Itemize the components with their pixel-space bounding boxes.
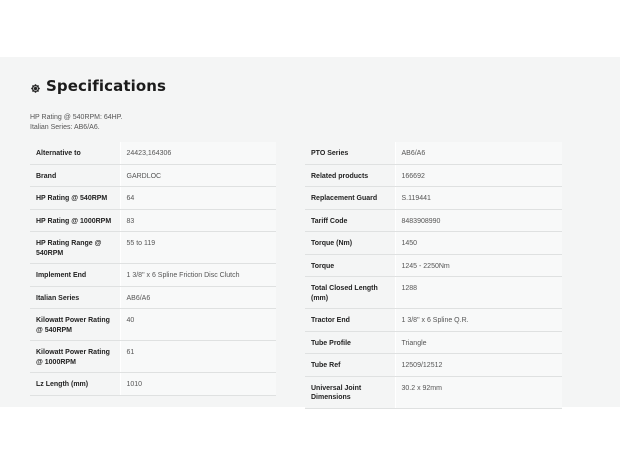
spec-key: Kilowatt Power Rating @ 1000RPM (30, 341, 120, 373)
spec-key: Tariff Code (305, 209, 395, 232)
spec-value: 1 3/8" x 6 Spline Friction Disc Clutch (120, 264, 276, 287)
spec-row (30, 373, 276, 396)
spec-key: Universal Joint Dimensions (305, 376, 395, 408)
spec-key: Torque (305, 254, 395, 277)
spec-value: 40 (120, 309, 276, 341)
gear-icon (30, 81, 41, 92)
spec-row (30, 286, 276, 309)
spec-value: 1288 (395, 277, 562, 309)
spec-table-right (305, 142, 562, 409)
spec-row (305, 187, 562, 210)
spec-value: 61 (120, 341, 276, 373)
spec-value: 1 3/8" x 6 Spline Q.R. (395, 309, 562, 332)
spec-row (305, 309, 562, 332)
spec-value: Triangle (395, 331, 562, 354)
spec-key: Tube Ref (305, 354, 395, 377)
spec-row (305, 164, 562, 187)
spec-value: 24423,164306 (120, 142, 276, 164)
spec-row (305, 232, 562, 255)
spec-table-left (30, 142, 276, 396)
spec-value: 30.2 x 92mm (395, 376, 562, 408)
spec-row (305, 277, 562, 309)
spec-key: Implement End (30, 264, 120, 287)
spec-key: Related products (305, 164, 395, 187)
spec-row (30, 209, 276, 232)
spec-value: 64 (120, 187, 276, 210)
spec-row (305, 254, 562, 277)
spec-key: Brand (30, 164, 120, 187)
spec-key: Kilowatt Power Rating @ 540RPM (30, 309, 120, 341)
spec-row (30, 232, 276, 264)
spec-row (30, 309, 276, 341)
spec-value: 8483908990 (395, 209, 562, 232)
section-heading (30, 77, 166, 95)
spec-key: PTO Series (305, 142, 395, 164)
spec-value: 166692 (395, 164, 562, 187)
spec-row (30, 164, 276, 187)
spec-row (305, 354, 562, 377)
spec-value: S.119441 (395, 187, 562, 210)
spec-value: GARDLOC (120, 164, 276, 187)
spec-value: 1450 (395, 232, 562, 255)
description-line: Italian Series: AB6/A6. (30, 124, 100, 131)
spec-row (305, 376, 562, 408)
spec-row (30, 187, 276, 210)
spec-value: 83 (120, 209, 276, 232)
spec-key: Replacement Guard (305, 187, 395, 210)
spec-key: HP Rating @ 1000RPM (30, 209, 120, 232)
spec-value: 55 to 119 (120, 232, 276, 264)
spec-key: Tube Profile (305, 331, 395, 354)
specifications-panel (0, 57, 620, 407)
spec-key: Total Closed Length (mm) (305, 277, 395, 309)
spec-row (305, 331, 562, 354)
spec-row (305, 209, 562, 232)
spec-key: Torque (Nm) (305, 232, 395, 255)
spec-value: 1245 - 2250Nm (395, 254, 562, 277)
spec-value: AB6/A6 (120, 286, 276, 309)
spec-value: AB6/A6 (395, 142, 562, 164)
description (30, 113, 122, 133)
spec-key: Lz Length (mm) (30, 373, 120, 396)
spec-row (30, 142, 276, 164)
spec-key: Italian Series (30, 286, 120, 309)
spec-key: HP Rating @ 540RPM (30, 187, 120, 210)
spec-key: Tractor End (305, 309, 395, 332)
spec-value: 12509/12512 (395, 354, 562, 377)
spec-row (305, 142, 562, 164)
section-title: Specifications (46, 77, 167, 95)
spec-row (30, 341, 276, 373)
description-line: HP Rating @ 540RPM: 64HP. (30, 114, 123, 121)
spec-key: HP Rating Range @ 540RPM (30, 232, 120, 264)
spec-value: 1010 (120, 373, 276, 396)
spec-key: Alternative to (30, 142, 120, 164)
spec-row (30, 264, 276, 287)
